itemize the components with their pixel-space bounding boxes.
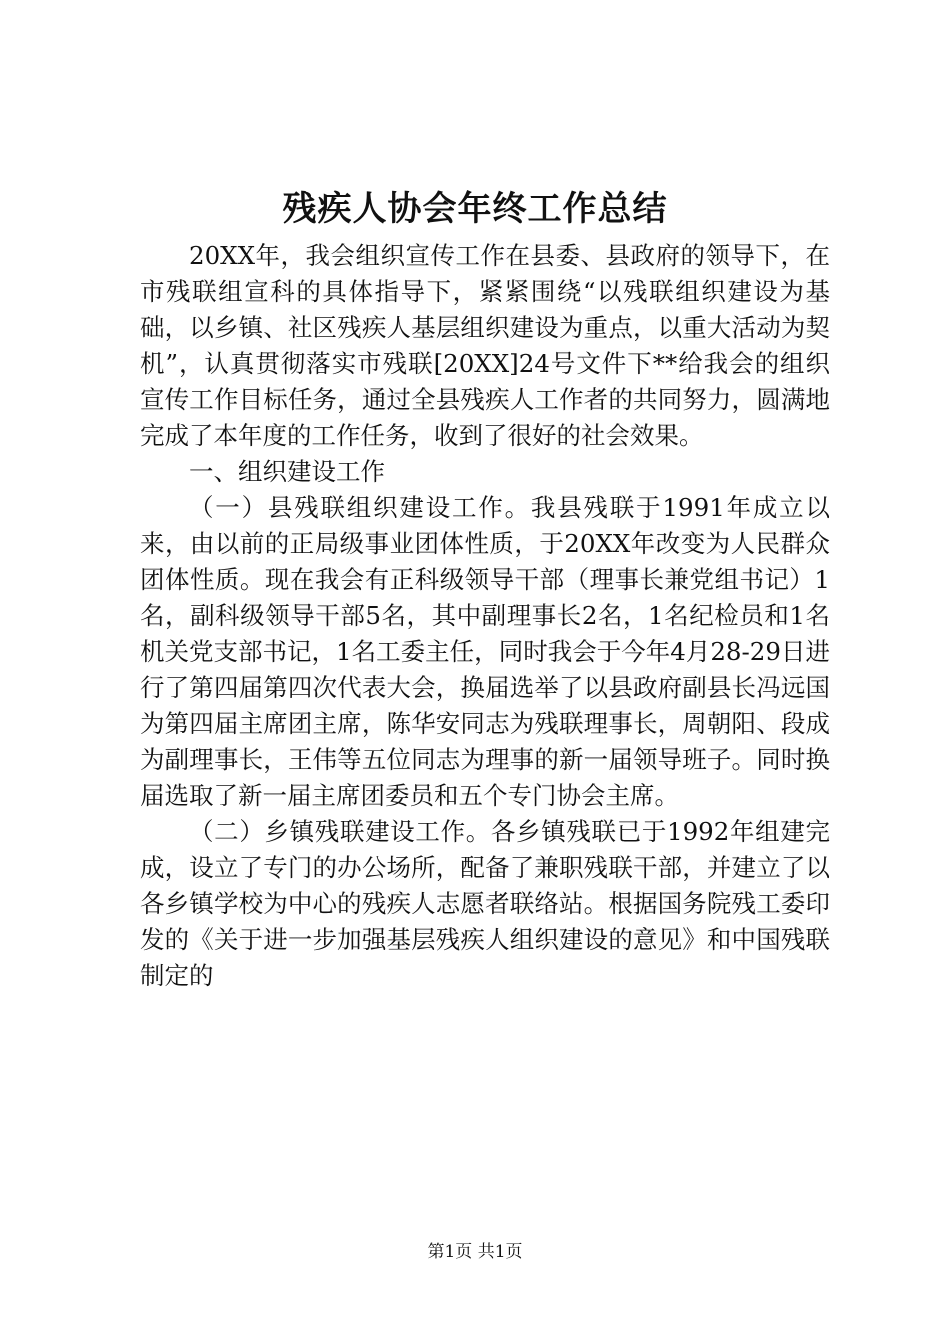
- document-body: [140, 238, 830, 994]
- document-title: 残疾人协会年终工作总结: [282, 189, 668, 229]
- paragraph-county-federation: （一）县残联组织建设工作。我县残联于1991年成立以来，由以前的正局级事业团体性质，于20XX年改变为人民群众团体性质。现在我会有正科级领导干部（理事长兼党组书记）1名，副科级领导干部5名，其中副理事长2名，1名纪检员和1名机关党支部书记，1名工委主任，同时我会于今年4月28-29日进行了第四届第四次代表大会，换届选举了以县政府副县长冯远国为第四届主席团主席，陈华安同志为残联理事长，周朝阳、段成为副理事长，王伟等五位同志为理事的新一届领导班子。同时换届选取了新一届主席团委员和五个专门协会主席。: [140, 493, 830, 810]
- section-heading-organization: 一、组织建设工作: [189, 457, 385, 486]
- page-footer: 第1页 共1页: [427, 1242, 523, 1262]
- paragraph-township-federation: （二）乡镇残联建设工作。各乡镇残联已于1992年组建完成，设立了专门的办公场所，配备了兼职残联干部，并建立了以各乡镇学校为中心的残疾人志愿者联络站。根据国务院残工委印发的《关于进一步加强基层残疾人组织建设的意见》和中国残联制定的: [140, 817, 830, 990]
- paragraph-intro: 20XX年，我会组织宣传工作在县委、县政府的领导下，在市残联组宣科的具体指导下，紧紧围绕“以残联组织建设为基础，以乡镇、社区残疾人基层组织建设为重点，以重大活动为契机”，认真贯彻落实市残联[20XX]24号文件下**给我会的组织宣传工作目标任务，通过全县残疾人工作者的共同努力，圆满地完成了本年度的工作任务，收到了很好的社会效果。: [140, 241, 830, 450]
